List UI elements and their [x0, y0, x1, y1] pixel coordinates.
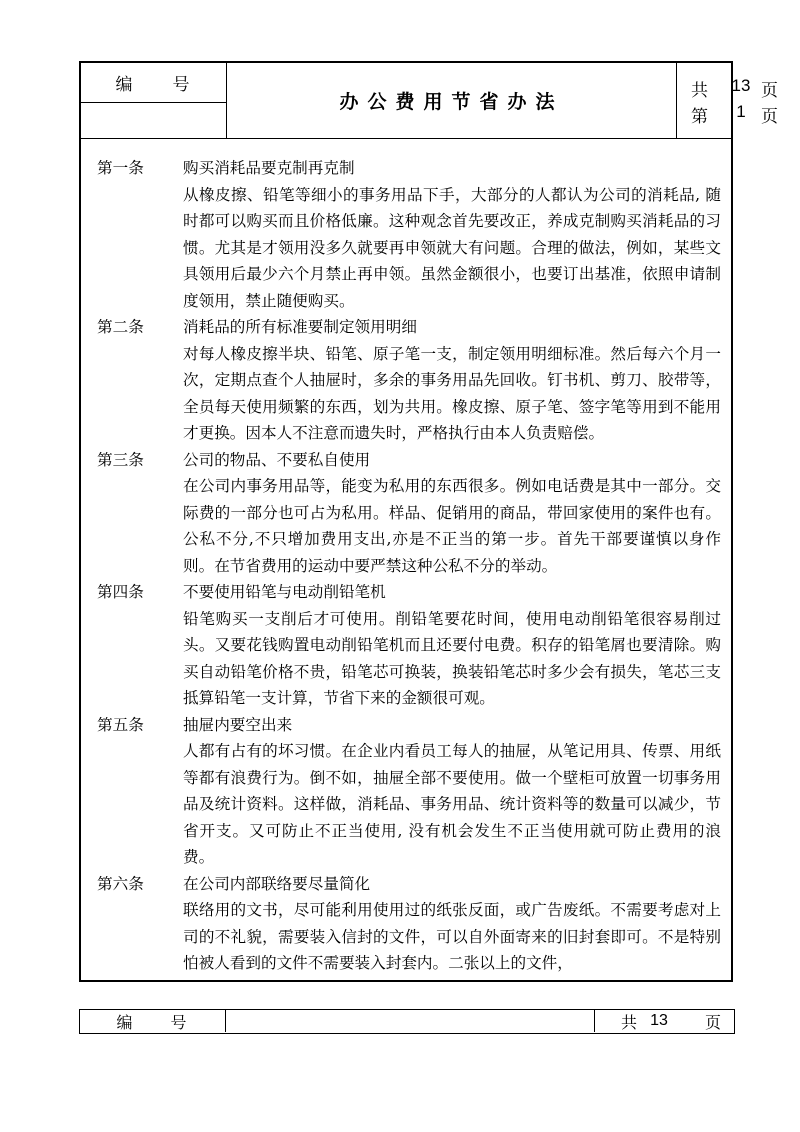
number-label: 编 号 [81, 63, 227, 103]
article-body: 对每人橡皮擦半块、铅笔、原子笔一支，制定领用明细标准。然后每六个月一次，定期点查个人抽屉时，多余的事务用品先回收。钉书机、剪刀、胶带等，全员每天使用频繁的东西，划为共用。橡皮擦、原子笔、签字笔等用到不能用才更换。因本人不注意而遗失时，严格执行由本人负责赔偿。 [183, 344, 721, 442]
article-body: 从橡皮擦、铅笔等细小的事务用品下手，大部分的人都认为公司的消耗品, 随时都可以购买而且价格低廉。这种观念首先要改正，养成克制购买消耗品的习惯。尤其是才领用没多久就要再申领就大有问题。合理的做法，例如，某些文具领用后最少六个月禁止再申领。虽然金额很小，也要订出基准，依照申请制度领用，禁止随便购买。 [183, 185, 721, 310]
article-body: 铅笔购买一支削后才可使用。削铅笔要花时间，使用电动削铅笔很容易削过头。又要花钱购置电动削铅笔机而且还要付电费。积存的铅笔屑也要清除。购买自动铅笔价格不贵，铅笔芯可换装，换装铅笔芯时多少会有损失，笔芯三支抵算铅笔一支计算，节省下来的金额很可观。 [183, 609, 721, 707]
number-value-cell [81, 103, 227, 138]
current-page-line [691, 102, 795, 127]
footer-table [79, 1009, 735, 1034]
article-title: 公司的物品、不要私自使用 [183, 450, 371, 469]
footer-page-info [594, 1010, 734, 1032]
article [97, 155, 721, 314]
document-body [97, 155, 721, 977]
article [97, 871, 721, 977]
article-number: 第一条 [97, 159, 144, 177]
current-page-unit: 页 [761, 107, 778, 127]
article-title: 在公司内部联络要尽量简化 [183, 874, 371, 893]
article [97, 314, 721, 447]
page-info [677, 63, 778, 138]
footer-total-key: 共 [620, 1012, 637, 1032]
footer-page-unit: 页 [704, 1012, 721, 1032]
footer-total-value: 13 [650, 1012, 668, 1029]
article-body: 在公司内事务用品等，能变为私用的东西很多。例如电话费是其中一部分。交际费的一部分也可占为私用。样品、促销用的商品，带回家使用的案件也有。公私不分,不只增加费用支出,亦是不正当的第一步。首先干部要谨慎以身作则。在节省费用的运动中要严禁这种公私不分的举动。 [183, 477, 721, 575]
article [97, 579, 721, 712]
total-pages-value: 13 [731, 76, 751, 95]
current-page-key: 第 [691, 107, 708, 127]
total-pages-unit: 页 [761, 81, 778, 101]
article-body: 人都有占有的坏习惯。在企业内看员工每人的抽屉，从笔记用具、传票、用纸等都有浪费行为。倒不如，抽屉全部不要使用。做一个壁柜可放置一切事务用品及统计资料。这样做，消耗品、事务用品、统计资料等的数量可以减少，节省开支。又可防止不正当使用, 没有机会发生不正当使用就可防止费用的浪费。 [183, 742, 721, 866]
article-number: 第五条 [97, 715, 144, 734]
current-page-value: 1 [736, 102, 746, 121]
header-divider [81, 138, 731, 139]
article [97, 712, 721, 871]
article-title: 购买消耗品要克制再克制 [183, 159, 355, 177]
article [97, 447, 721, 580]
article-title: 消耗品的所有标准要制定领用明细 [183, 318, 417, 336]
document-frame [79, 61, 778, 982]
article-title: 抽屉内要空出来 [183, 715, 293, 734]
article-body: 联络用的文书，尽可能利用使用过的纸张反面，或广告废纸。不需要考虑对上司的不礼貌，需要装入信封的文件，可以自外面寄来的旧封套即可。不是特别怕被人看到的文件不需要装入封套内。二张以上的文件， [183, 901, 721, 972]
article-number: 第三条 [97, 450, 144, 469]
article-number: 第二条 [97, 318, 144, 336]
total-pages-line [691, 76, 795, 101]
article-number: 第六条 [97, 874, 144, 893]
article-title: 不要使用铅笔与电动削铅笔机 [183, 583, 386, 601]
total-pages-key: 共 [691, 81, 708, 101]
footer-number-label: 编 号 [80, 1010, 226, 1032]
article-number: 第四条 [97, 583, 144, 601]
document-title: 办公费用节省办法 [227, 63, 677, 138]
